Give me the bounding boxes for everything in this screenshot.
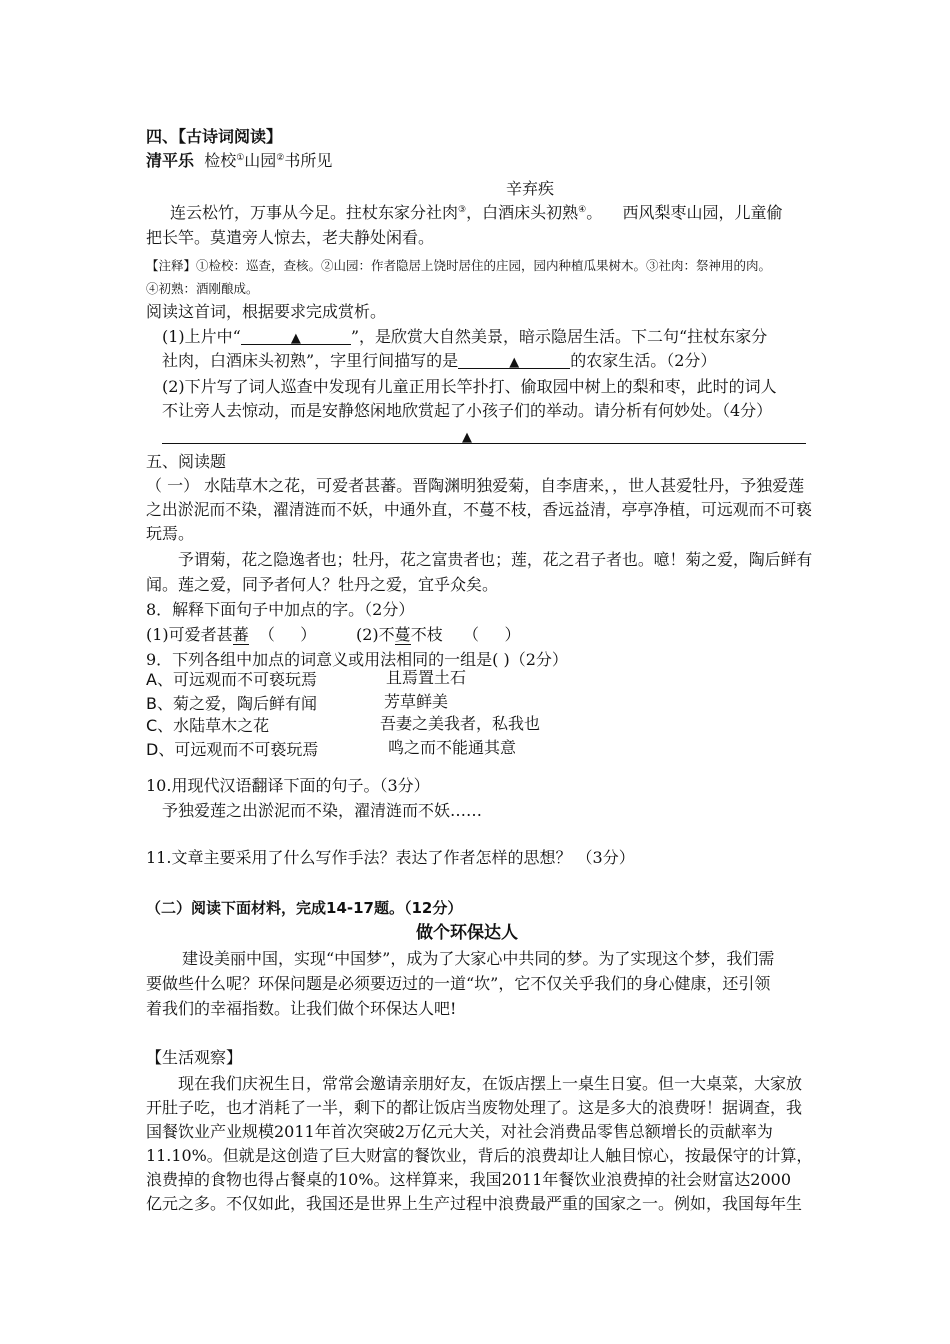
q-text: (1)可爱者甚 [146, 625, 233, 644]
verse-text: 连云松竹，万事从今足。拄杖东家分社肉 [170, 203, 459, 222]
poem-title-line [146, 151, 332, 171]
passage-line: 予谓菊，花之隐逸者也；牡丹，花之富贵者也；莲，花之君子者也。噫！菊之爱，陶后鲜有 [178, 550, 813, 569]
observation-heading: 【生活观察】 [146, 1048, 243, 1067]
passage-line: 之出淤泥而不染，濯清涟而不妖，中通外直，不蔓不枝，香远益清，亭亭净植，可远观而不可亵 [146, 500, 812, 519]
poem-author: 辛弃疾 [506, 179, 555, 198]
question-10: 10.用现代汉语翻译下面的句子。（3分） [146, 776, 430, 795]
poem-verse-line [170, 203, 783, 223]
q-text: (1)上片中“ [162, 327, 241, 346]
article-line: 现在我们庆祝生日，常常会邀请亲朋好友，在饭店摆上一桌生日宴。但一大桌菜，大家放 [178, 1074, 803, 1093]
article-line: 11.10%。但就是这创造了巨大财富的餐饮业，背后的浪费却让人触目惊心，按最保守的计算， [146, 1146, 813, 1165]
question-8-items [146, 625, 316, 645]
q-text: ”，是欣赏大自然美景，暗示隐居生活。下二句“拄杖东家分 [350, 327, 768, 346]
article-line: 要做些什么呢？环保问题是必须要迈过的一道“坎”，它不仅关乎我们的身心健康，还引领 [146, 974, 771, 993]
q-text: （ ） [248, 625, 317, 644]
question-9: 9．下列各组中加点的词意义或用法相同的一组是( )（2分） [146, 650, 568, 669]
passage-line: 闻。莲之爱，同予者何人？牡丹之爱，宜乎众矣。 [146, 575, 499, 594]
question-2-line2: 不让旁人去惊动，而是安静悠闲地欣赏起了小孩子们的举动。请分析有何妙处。（4分） [162, 401, 773, 420]
poem-title-part: 书所见 [284, 151, 333, 170]
poem-note: ④初熟：酒刚酿成。 [146, 281, 259, 296]
option-a-left: A、可远观而不可亵玩焉 [146, 670, 317, 689]
question-2-line1: (2)下片写了词人巡查中发现有儿童正用长竿扑打、偷取园中树上的梨和枣，此时的词人 [162, 377, 777, 396]
underlined-word: 蕃 [232, 625, 249, 644]
q-text: (2)不 [356, 625, 395, 644]
question-1-line2 [162, 351, 716, 371]
question-10-text: 予独爱莲之出淤泥而不染，濯清涟而不妖…… [162, 801, 483, 820]
answer-line[interactable] [162, 443, 806, 444]
q-text: 不枝 （ ） [410, 625, 521, 644]
footnote-mark: ③ [458, 205, 467, 215]
footnote-mark: ④ [578, 205, 587, 215]
option-a-right: 且焉置土石 [386, 668, 467, 687]
article-title: 做个环保达人 [416, 923, 518, 943]
triangle-marker: ▲ [290, 331, 301, 346]
option-c-right: 吾妻之美我者，私我也 [380, 714, 541, 733]
article-line: 浪费掉的食物也得占餐桌的10%。这样算来，我国2011年餐饮业浪费掉的社会财富达2000 [146, 1170, 792, 1189]
passage-line: （ 一） 水陆草木之花，可爱者甚蕃。晋陶渊明独爱菊，自李唐来，，世人甚爱牡丹，予独爱莲 [146, 476, 805, 495]
poem-cipai: 清平乐 [146, 151, 195, 170]
poem-note: 【注释】①检校：巡查，查核。②山园：作者隐居上饶时居住的庄园，园内种植瓜果树木。③社肉：祭神用的肉。 [146, 258, 772, 273]
option-b-left: B、菊之爱，陶后鲜有闻 [146, 694, 317, 713]
question-8: 8．解释下面句子中加点的字。（2分） [146, 600, 415, 619]
poem-title-part: 检校 [204, 151, 237, 170]
passage-line: 玩焉。 [146, 524, 195, 543]
q-text: 社肉，白酒床头初熟”，字里行间描写的是 [162, 351, 459, 370]
poem-verse-line: 把长竿。莫遣旁人惊去，老夫静处闲看。 [146, 228, 435, 247]
verse-text: 。 西风梨枣山园，儿童偷 [586, 203, 783, 222]
article-line: 亿元之多。不仅如此，我国还是世界上生产过程中浪费最严重的国家之一。例如，我国每年生 [146, 1194, 803, 1213]
triangle-marker: ▲ [462, 430, 472, 445]
answer-blank[interactable] [241, 327, 351, 345]
verse-text: ，白酒床头初熟 [466, 203, 579, 222]
question-11: 11.文章主要采用了什么写作手法？表达了作者怎样的思想？ （3分） [146, 848, 635, 867]
reading-instruction: 阅读这首词，根据要求完成赏析。 [146, 302, 387, 321]
option-c-left: C、水陆草木之花 [146, 716, 270, 735]
triangle-marker: ▲ [509, 355, 520, 370]
poem-title-part: 山园 [244, 151, 277, 170]
article-line: 建设美丽中国，实现“中国梦”，成为了大家心中共同的梦。为了实现这个梦，我们需 [182, 949, 775, 968]
section5-heading: 五、阅读题 [146, 452, 227, 471]
article-line: 着我们的幸福指数。让我们做个环保达人吧! [146, 999, 457, 1018]
option-b-right: 芳草鲜美 [384, 692, 449, 711]
question-8-items [356, 625, 520, 645]
q-text: 的农家生活。（2分） [570, 351, 717, 370]
article-line: 国餐饮业产业规模2011年首次突破2万亿元大关，对社会消费品零售总额增长的贡献率为 [146, 1122, 773, 1141]
underlined-word: 蔓 [394, 625, 411, 644]
option-d-right: 鸣之而不能通其意 [388, 738, 517, 757]
part2-heading: （二）阅读下面材料，完成14-17题。（12分） [146, 899, 463, 917]
answer-blank[interactable] [458, 351, 570, 369]
option-d-left: D、可远观而不可亵玩焉 [146, 740, 319, 759]
footnote-mark: ② [276, 153, 285, 163]
footnote-mark: ① [236, 153, 245, 163]
question-1-line1 [162, 327, 767, 347]
section4-heading: 四、【古诗词阅读】 [146, 127, 283, 146]
article-line: 开肚子吃，也才消耗了一半，剩下的都让饭店当废物处理了。这是多大的浪费呀！据调查，我 [146, 1098, 803, 1117]
